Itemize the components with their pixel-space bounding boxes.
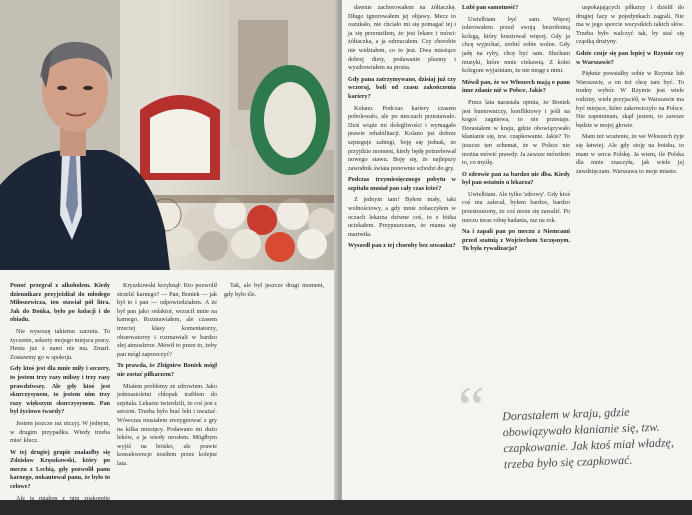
answer: Ale ja miałem z nim znakomite stosunki. Na tym polegał konsulat.: [10, 494, 110, 511]
answer: Kryszkowski krzyknął: Kto pozwolił strzelić karnego? — Pan, Boniek — jak był to i pan — odpowiedziałem. A że był pan jako redaktor, wrzucił mnie na karnego. Rozmawiałem, ale czasem trzeciej klasy komentatorzy, obserwatorzy i rozmawiali w bardzo złej atmosferze. Mówił to przez to, żeby pan mógł zaprzeczyć?: [117, 282, 217, 358]
question: Mówił pan, że we Włoszech mają o panu inne zdanie niż w Polsce. Jakie?: [462, 78, 570, 95]
question: Podczas trzymiesięcznego pobytu w szpitalu musiał pan cały czas leżeć?: [348, 176, 456, 192]
pull-quote: Dorastałem w kraju, gdzie obowiązywało kłanianie się, tzw. czapkowanie. Jak ktoś miał władzę, trzeba było się czapkować.: [501, 404, 675, 472]
left-column-1: [10, 282, 110, 515]
question: Na i zapali pan po meczu z Niemcami przed szatnią z Wojciechem Szczęsnym. Tu była rywalizacja?: [462, 228, 570, 253]
answer: Jestem jeszcze raz niczyj. W jednym, w drugim przypadku. Wtedy trzeba mieć klucz.: [10, 419, 110, 445]
question: Gdzie czuje się pan lepiej w Rzymie czy w Warszawie?: [576, 49, 684, 66]
answer: Uwielbiam być sam. Więcej tolerowałem przed swoją bezrobotną kolegą, który kosztował więcej. Gdy ja chcę wyjechać, zrobić sobie wolne. Gdy jadę na ryby, chcę być sam. Słucham muzyki, które mnie ciekawią. Z kolei kolegom wyjaśniam, że nie mogę z nimi.: [462, 15, 570, 75]
question: Wyszedł pan z tej choroby bez szwanku?: [348, 242, 456, 250]
question: Gdy pana zatrzymywano, dzisiaj już czy wczoraj, boli od czasu zakończenia kariery?: [348, 75, 456, 100]
answer: Uwielbiam. Ale tylko 'zdrowy'. Gdy ktoś coś mu zalecał, byłem bardzo, bardzo przestraszony, że coś może się zawalić. Po meczu teraz robię badania, raz na rok.: [462, 190, 570, 224]
portrait-photo: [0, 0, 338, 270]
question: O zdrowie pan za bardzo nie dba. Kiedy był pan ostatnio u lekarza?: [462, 170, 570, 187]
answer: Nie wysoszę takiemu zarzutu. To życzenie, sekrety mojego miejsca pracy. Henia już z nami nie ma. Zmarł. Zostawmy go w spokoju.: [10, 327, 110, 361]
question: W tej drugiej grupie znalazłby się Zdzisław Kręszkowski, który po meczu z Lechią, gdy pozwolił panu karnego, nokautował panu, że było to celowe?: [10, 448, 110, 491]
answer: Przez lata narastała opinia, że Boniek jest buntowniczy, konfliktowy i jeśli na kogoś zagniewa, to nie przestaje. Dorastałem w kraju, gdzie obowiązywało kłanianie się, tzw. czapkowanie. Jakie? To jeszcze ten schemat, że w Polsce nie można mówić prawdy. Ja zawsze mówiłem to, co myślę.: [462, 98, 570, 167]
quote-mark-icon: “: [458, 375, 485, 441]
answer: Kolano. Podczas kariery czasem pobolewało, ale po meczach przestawało. Dziś wiąże mi dolegliwości i wymagało prawie rehabilitacji. Kolano już dobrze szpieguje zabiegi, boję się jednak, że przyjdzie moment, kiedy będę potrzebował nowego stawu. Boję się, że najlepszy zawodnik świata ponownie schodzi do gry.: [348, 104, 456, 172]
answer: Tak, ale był jeszcze drugi moment, gdy było źle.: [224, 282, 324, 298]
answer: uspokajających piłkarzy i dzielił do drugiej fazy w pojedynkach zagrali. Nie ma w jego sporcie wszystkich takich słów. Trzeba było walczyć tak, by stać się cząstką drużyny.: [576, 4, 684, 46]
left-page: [0, 0, 338, 511]
answer: Pięknie powstałby sobie w Rzymie lub Warszawie, a on też chcę tam być. To trudny wybór. W Rzymie jest wiele rodziny, wiele przyjaciół, w Warszawie ma być miejsce, które zakotwiczyło na Polsce. Nie zapominam, skąd jestem, to zawsze będzie w mojej głowie.: [576, 70, 684, 129]
answer: Z jednym tam! Byłem mały, taki wolnościowy, a gdy mnie zobaczyłem w oczach lekarza dziwne coś, to z łóżka uciekałem. Przypuszczam, że mama się martwiła.: [348, 196, 456, 238]
right-column-2: [462, 4, 570, 257]
left-column-2: [117, 282, 217, 471]
right-column-1: [348, 4, 456, 254]
portrait-photo-illustration: [0, 0, 338, 270]
question: Ponoć przegrał z alkoholem. Kiedy dziennikarz przyjeżdżał do młodego Miłoszewicza, ten stawiał pół litra. Jak do Bońka, było po kolacji i do obiadu.: [10, 282, 110, 324]
question: Lubi pan samotność?: [462, 4, 519, 11]
question: Gdy ktoś jest dla mnie miły i szczery, to jestem trzy razy milszy i trzy razy prawdziwszy. Ale gdy ktoś jest skurczysynem, to jestem nim trzy razy większym skurczysynem. Pan był życiowo twardy?: [10, 365, 110, 416]
answer: Mam też wrażenie, że we Włoszech żyje się łatwiej. Ale gdy stoję na boisku, to mam w sercu Polskę. Ja wiem, ile Polska dla mnie znaczyła, jak wiele jej zawdzięczam. Warszawa to moje miasto.: [576, 133, 684, 175]
right-column-3: [576, 4, 684, 179]
answer: Miałem problemy ze zdrowiem. Jako jedenastoletni chłopak trafiłem do szpitala. Lekarze twierdzili, że coś jest z sercem. Trzeba było brać leki i uważać. Wówczas musiałem zrezygnować z gry na kilka miesięcy. Podawano mi dużo leków, a ja wtedy urosłem. Mógłbym wyjść na boisko, ale prawie konsekwencje nosiłem przez kolejne lata.: [117, 382, 217, 467]
answer: dawnie zachorowałem na żółtaczkę. Długo ignorowałem jej objawy. Mecz to oszukało, nie chciało mi się pomagać tej i ja się przeraziłem, że jest lekarz i mówi: żółtaczka, a ja odrzucałem. Czy chorobie nie widziałem, co to jest. Dwa miesiące dobrej diety, podawanie plazmy i wyzdrowiałem na prosta.: [348, 4, 456, 72]
left-column-3: [224, 282, 324, 302]
question: To prawda, że Zbigniew Boniek mógł nie zostać piłkarzem?: [117, 362, 217, 378]
